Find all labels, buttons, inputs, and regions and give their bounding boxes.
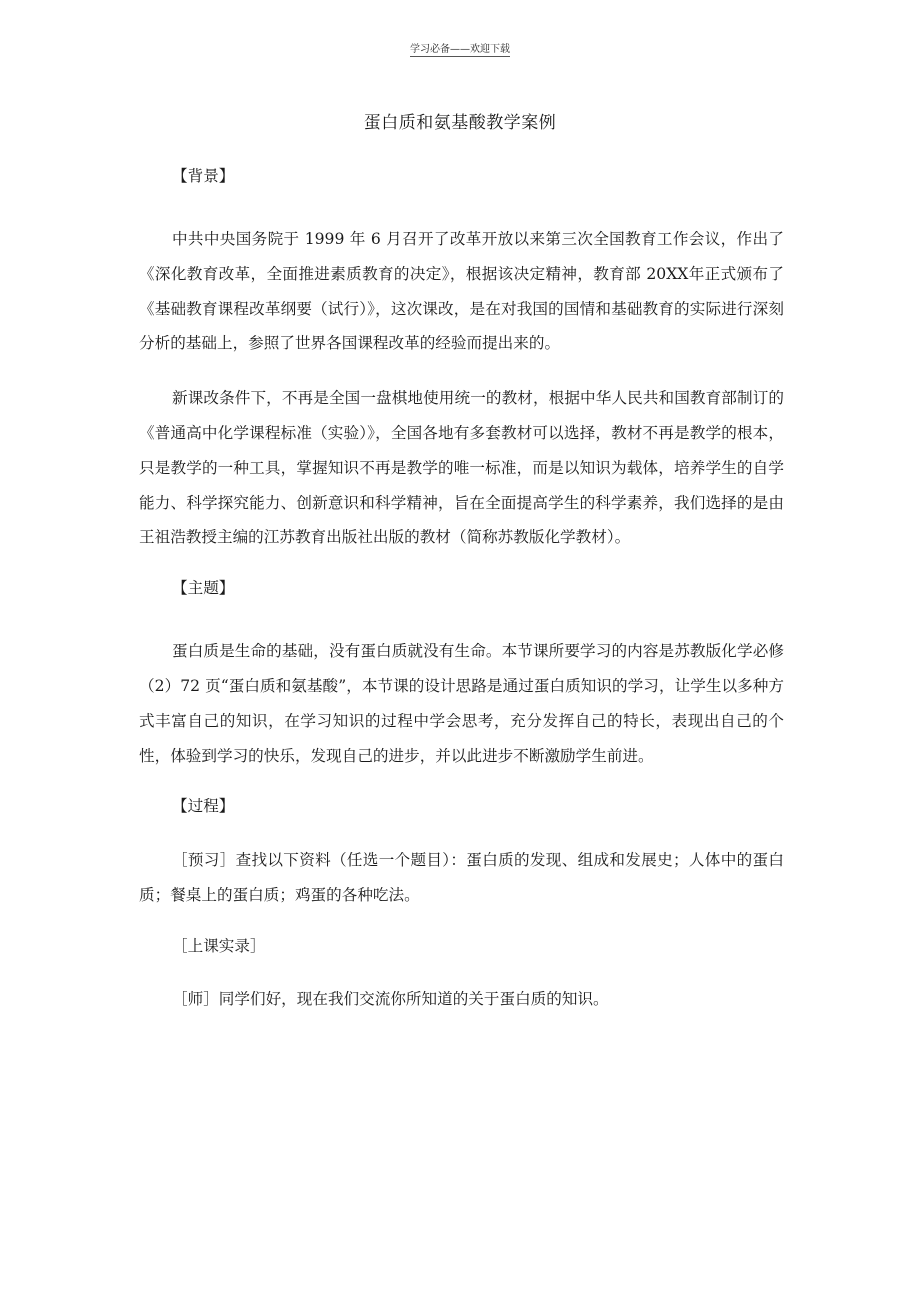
spacer [139, 603, 784, 634]
header-text: 学习必备——欢迎下载 [410, 44, 510, 55]
paragraph-background-1: 中共中央国务院于 1999 年 6 月召开了改革开放以来第三次全国教育工作会议，作出了《深化教育改革，全面推进素质教育的决定》，根据该决定精神，教育部 20XX年正式颁布了《基础教育课程改革纲要（试行）》，这次课改，是在对我国的国情和基础教育的实际进行深刻分析的基础上，参照了世界各国课程改革的经验而提出来的。 [139, 230, 784, 353]
document-body [139, 161, 784, 1017]
paragraph-process-preview: ［预习］查找以下资料（任选一个题目）：蛋白质的发现、组成和发展史；人体中的蛋白质；餐桌上的蛋白质；鸡蛋的各种吃法。 [139, 851, 784, 905]
spacer [139, 361, 784, 381]
spacer [139, 961, 784, 982]
section-heading-background: 【背景】 [172, 167, 235, 185]
page-header [0, 43, 920, 57]
spacer [139, 773, 784, 791]
section-heading-class-record: ［上课实录］ [172, 936, 266, 955]
spacer [139, 913, 784, 931]
spacer [139, 555, 784, 573]
paragraph-background-2: 新课改条件下，不再是全国一盘棋地使用统一的教材，根据中华人民共和国教育部制订的《普通高中化学课程标准（实验）》，全国各地有多套教材可以选择，教材不再是教学的根本，只是教学的一种工具，掌握知识不再是教学的唯一标准，而是以知识为载体，培养学生的自学能力、科学探究能力、创新意识和科学精神，旨在全面提高学生的科学素养，我们选择的是由王祖浩教授主编的江苏教育出版社出版的教材（简称苏教版化学教材）。 [139, 389, 784, 547]
section-heading-process: 【过程】 [172, 797, 235, 816]
spacer [139, 191, 784, 222]
paragraph-teacher-line: ［师］同学们好，现在我们交流你所知道的关于蛋白质的知识。 [172, 989, 609, 1008]
paragraph-theme-1: 蛋白质是生命的基础，没有蛋白质就没有生命。本节课所要学习的内容是苏教版化学必修（2）72 页“蛋白质和氨基酸”，本节课的设计思路是通过蛋白质知识的学习，让学生以多种方式丰富自己的知识，在学习知识的过程中学会思考，充分发挥自己的特长，表现出自己的个性，体验到学习的快乐，发现自己的进步，并以此进步不断激励学生前进。 [139, 642, 784, 765]
document-title: 蛋白质和氨基酸教学案例 [363, 113, 557, 133]
spacer [139, 821, 784, 843]
section-heading-theme: 【主题】 [172, 579, 235, 598]
